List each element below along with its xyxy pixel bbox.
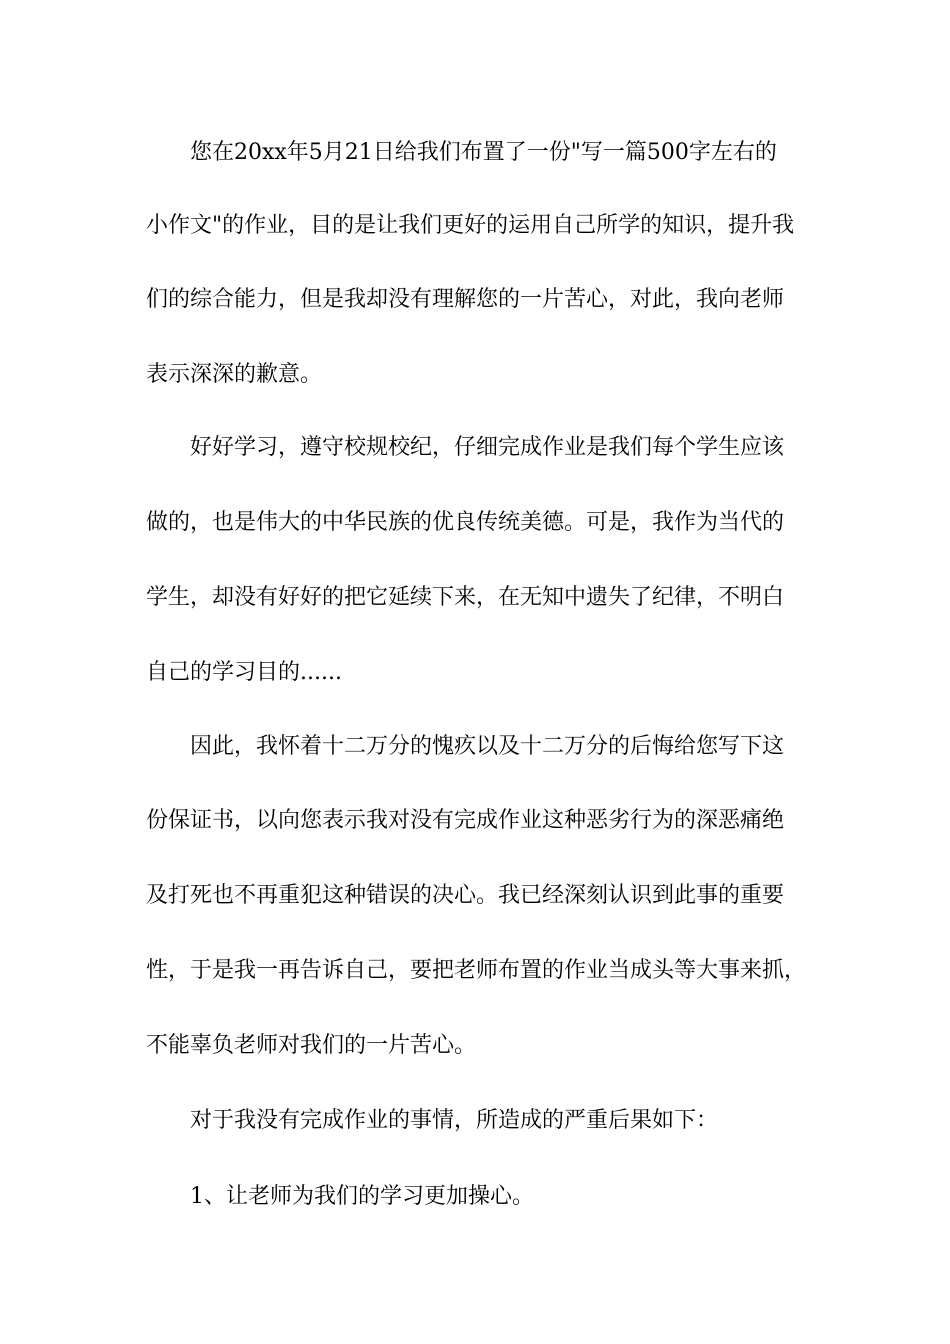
paragraph-1-line-1: 您在20xx年5月21日给我们布置了一份"写一篇500字左右的 xyxy=(190,140,777,165)
paragraph-4-line-1: 对于我没有完成作业的事情，所造成的严重后果如下： xyxy=(190,1108,719,1133)
paragraph-1-line-4: 表示深深的歉意。 xyxy=(146,362,323,387)
paragraph-3-line-5: 不能辜负老师对我们的一片苦心。 xyxy=(146,1033,477,1058)
list-item-1: 1、让老师为我们的学习更加操心。 xyxy=(190,1184,534,1209)
paragraph-3-line-1: 因此，我怀着十二万分的愧疚以及十二万分的后悔给您写下这 xyxy=(190,734,785,759)
paragraph-2-line-3: 学生，却没有好好的把它延续下来，在无知中遗失了纪律，不明白 xyxy=(146,585,785,610)
paragraph-1-line-2: 小作文"的作业，目的是让我们更好的运用自己所学的知识，提升我 xyxy=(146,213,795,238)
paragraph-2-line-1: 好好学习，遵守校规校纪，仔细完成作业是我们每个学生应该 xyxy=(190,435,785,460)
paragraph-3-line-3: 及打死也不再重犯这种错误的决心。我已经深刻认识到此事的重要 xyxy=(146,883,785,908)
paragraph-3-line-4: 性，于是我一再告诉自己，要把老师布置的作业当成头等大事来抓， xyxy=(146,958,807,983)
paragraph-1-line-3: 们的综合能力，但是我却没有理解您的一片苦心，对此，我向老师 xyxy=(146,287,785,312)
paragraph-2-line-4: 自己的学习目的...... xyxy=(146,660,342,685)
paragraph-2-line-2: 做的，也是伟大的中华民族的优良传统美德。可是，我作为当代的 xyxy=(146,510,785,535)
paragraph-3-line-2: 份保证书，以向您表示我对没有完成作业这种恶劣行为的深恶痛绝 xyxy=(146,808,785,833)
